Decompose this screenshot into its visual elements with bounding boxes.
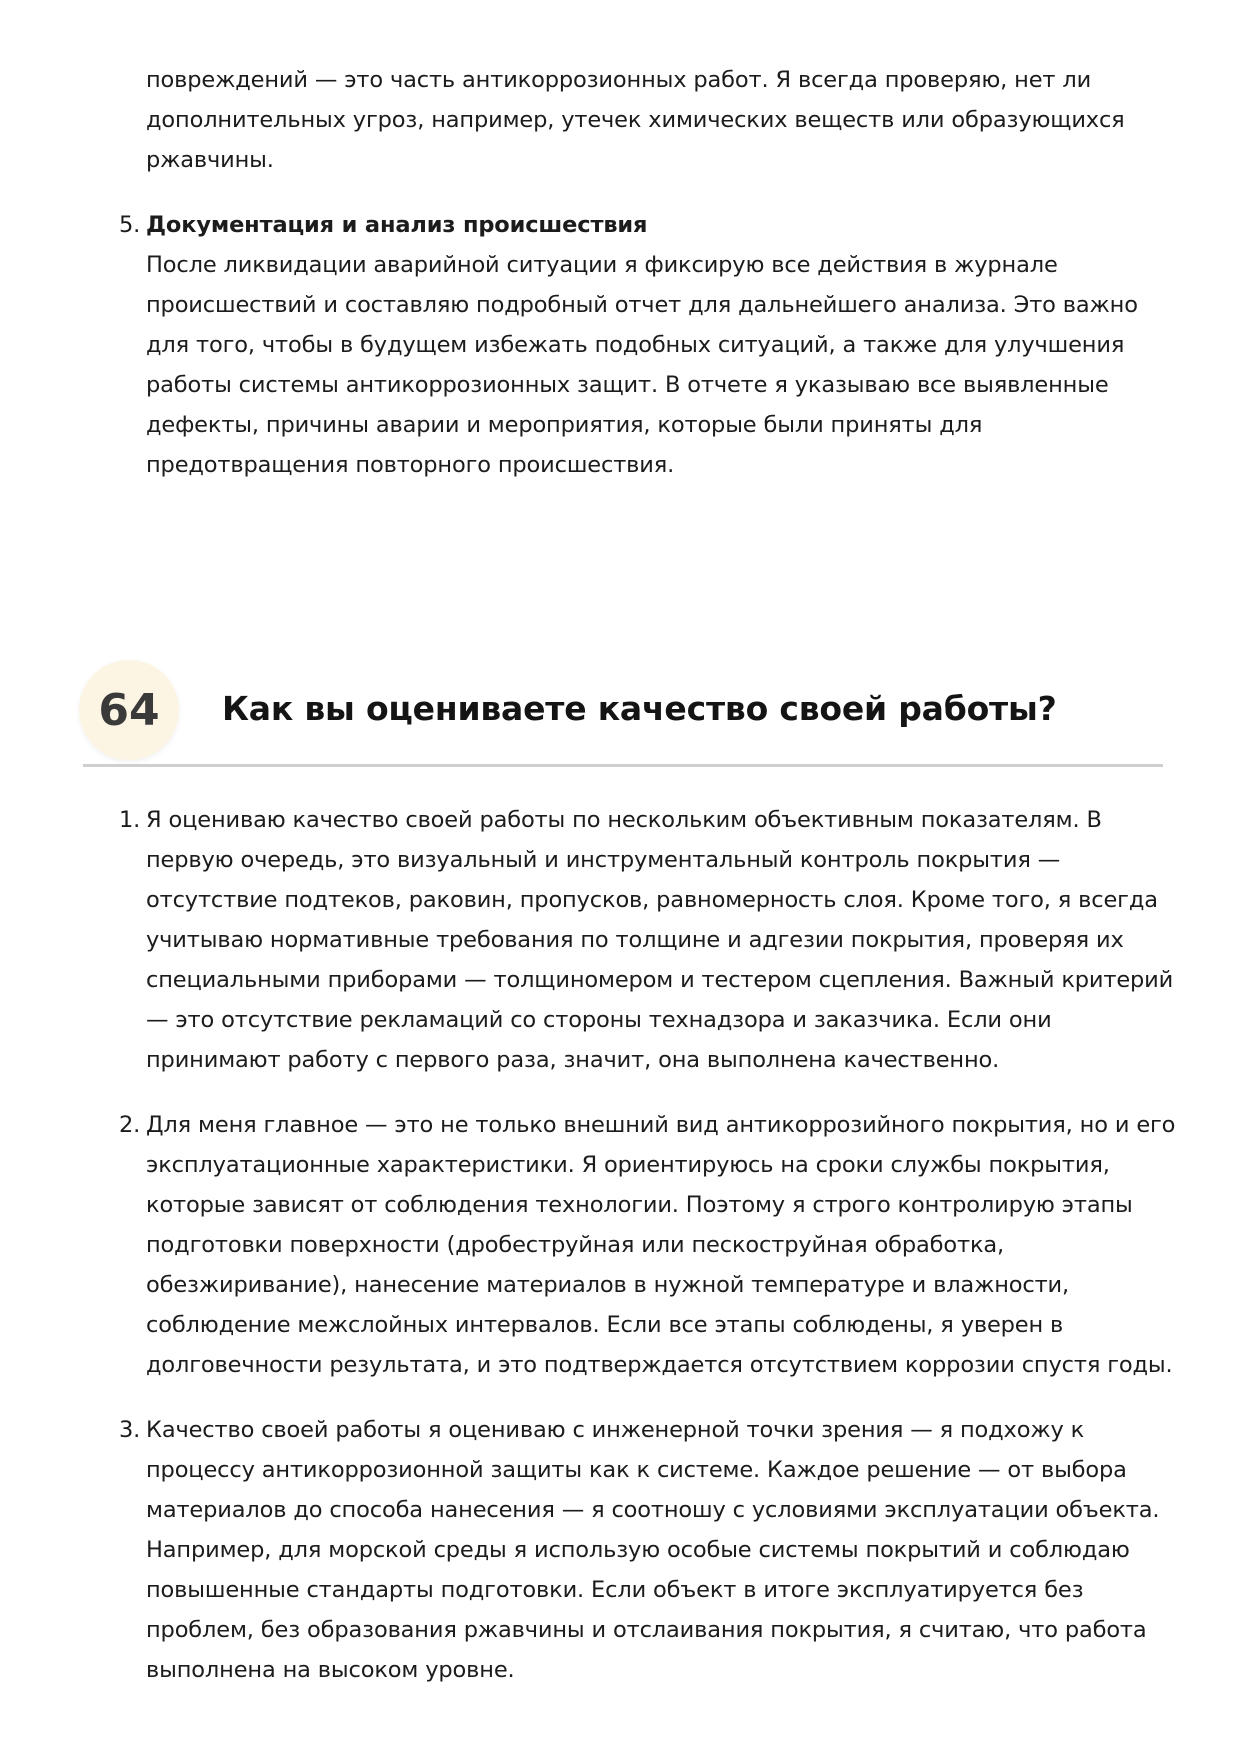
list-item-number: 5. (119, 212, 141, 238)
answer-text: Качество своей работы я оцениваю с инженерной точки зрения — я подхожу к процессу антикоррозионной защиты как к системе. Каждое решение — от выбора материалов до способа нанесения — я соотношу с условиями эксплуатации объекта. Например, для морской среды я использую особые системы покрытий и соблюдаю повышенные стандарты подготовки. Если объект в итоге эксплуатируется без проблем, без образования ржавчины и отслаивания покрытия, я считаю, что работа выполнена на высоком уровне. (146, 1417, 1160, 1683)
divider (83, 764, 1163, 767)
answer-number: 1. (119, 807, 141, 833)
list-item (119, 205, 1179, 485)
question-title: Как вы оцениваете качество своей работы? (222, 689, 1057, 728)
answer-item (119, 1105, 1179, 1385)
answer-number: 3. (119, 1417, 141, 1443)
continuation-paragraph: повреждений — это часть антикоррозионных работ. Я всегда проверяю, нет ли дополнительных угроз, например, утечек химических веществ или образующихся ржавчины. (146, 67, 1125, 173)
answer-item (119, 1410, 1179, 1690)
answer-text: Я оцениваю качество своей работы по нескольким объективным показателям. В первую очередь, это визуальный и инструментальный контроль покрытия — отсутствие подтеков, раковин, пропусков, равномерность слоя. Кроме того, я всегда учитываю нормативные требования по толщине и адгезии покрытия, проверяя их специальными приборами — толщиномером и тестером сцепления. Важный критерий — это отсутствие рекламаций со стороны технадзора и заказчика. Если они принимают работу с первого раза, значит, она выполнена качественно. (146, 807, 1174, 1073)
answer-text: Для меня главное — это не только внешний вид антикоррозийного покрытия, но и его эксплуатационные характеристики. Я ориентируюсь на сроки службы покрытия, которые зависят от соблюдения технологии. Поэтому я строго контролирую этапы подготовки поверхности (дробеструйная или пескоструйная обработка, обезжиривание), нанесение материалов в нужной температуре и влажности, соблюдение межслойных интервалов. Если все этапы соблюдены, я уверен в долговечности результата, и это подтверждается отсутствием коррозии спустя годы. (146, 1112, 1176, 1378)
list-item-text: После ликвидации аварийной ситуации я фиксирую все действия в журнале происшествий и составляю подробный отчет для дальнейшего анализа. Это важно для того, чтобы в будущем избежать подобных ситуаций, а также для улучшения работы системы антикоррозионных защит. В отчете я указываю все выявленные дефекты, причины аварии и мероприятия, которые были приняты для предотвращения повторного происшествия. (146, 252, 1138, 478)
answer-item (119, 800, 1179, 1080)
list-item-heading: Документация и анализ происшествия (146, 212, 648, 238)
question-number-badge: 64 (79, 660, 179, 760)
answer-number: 2. (119, 1112, 141, 1138)
